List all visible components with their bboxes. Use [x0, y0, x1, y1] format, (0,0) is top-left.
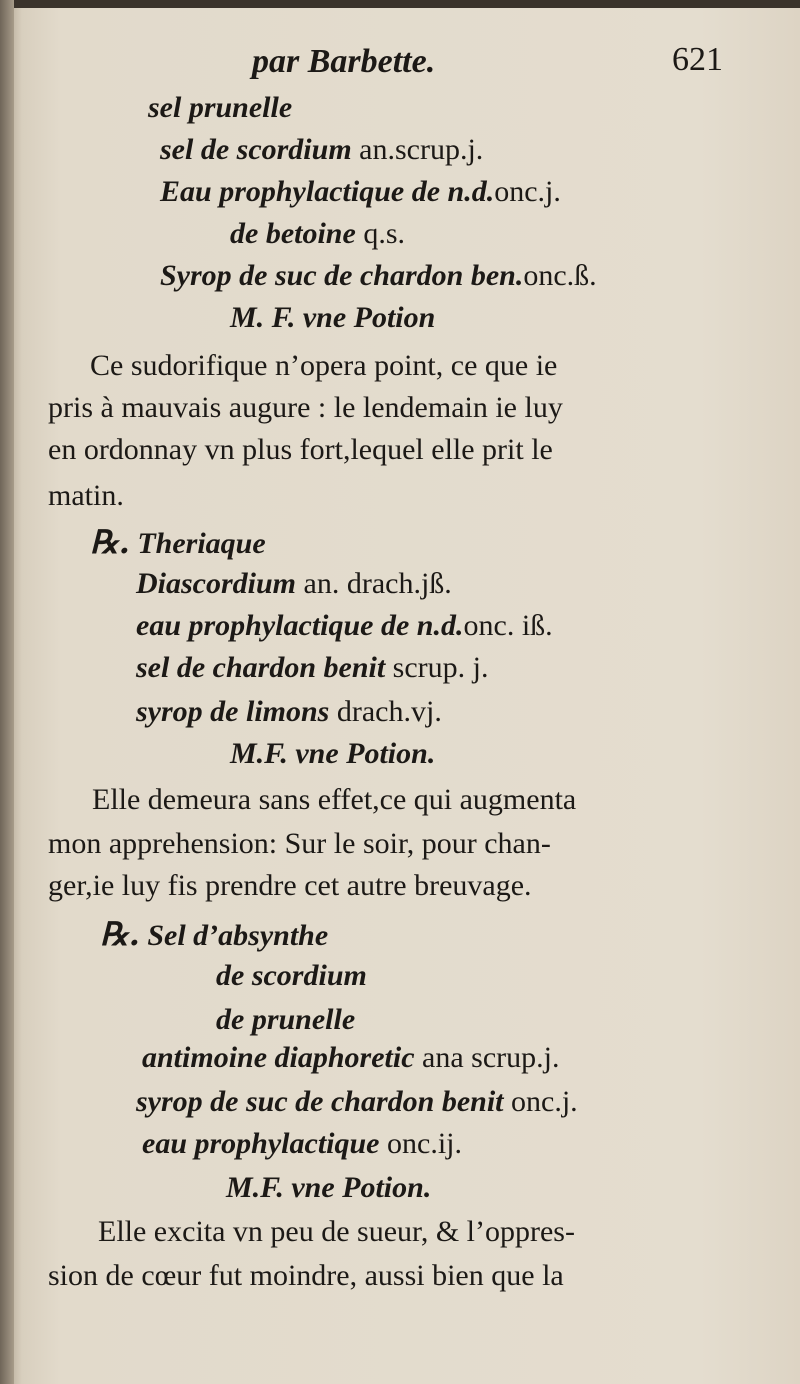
- roman-text: onc.ij.: [387, 1127, 462, 1160]
- roman-text: pris à mauvais augure : le lendemain ie luy: [48, 391, 563, 424]
- text-line: [148, 90, 292, 126]
- italic-text: eau prophylactique de n.d.: [136, 609, 464, 642]
- italic-text: Syrop de suc de chardon ben.: [160, 259, 524, 292]
- italic-text: M.F. vne Potion.: [230, 737, 436, 770]
- text-line: [48, 826, 551, 862]
- roman-text: drach.vj.: [336, 695, 442, 728]
- text-line: [216, 958, 367, 994]
- text-line: [230, 216, 405, 252]
- page-gutter: [0, 0, 14, 1384]
- text-line: [48, 390, 563, 426]
- italic-text: sel de chardon benit: [136, 651, 393, 684]
- italic-text: Diascordium: [136, 567, 304, 600]
- roman-text: onc.j.: [511, 1085, 578, 1118]
- text-line: [216, 1002, 355, 1038]
- text-line: [142, 1040, 559, 1076]
- text-line: [92, 782, 576, 818]
- text-line: [160, 174, 561, 210]
- text-line: [226, 1170, 431, 1206]
- text-line: [48, 432, 553, 468]
- running-title: par Barbette.: [252, 43, 436, 80]
- italic-text: de scordium: [216, 959, 367, 992]
- italic-text: de betoine: [230, 217, 364, 250]
- roman-text: matin.: [48, 479, 124, 512]
- italic-text: Eau prophylactique de n.d.: [160, 175, 495, 208]
- recipe-symbol: ℞.: [100, 915, 140, 953]
- roman-text: ger,ie luy fis prendre cet autre breuvage.: [48, 869, 532, 902]
- italic-text: antimoine diaphoretic: [142, 1041, 423, 1074]
- text-line: [136, 650, 489, 686]
- roman-text: onc.ß.: [523, 259, 597, 292]
- recipe-symbol: ℞.: [90, 523, 130, 561]
- roman-text: Ce sudorifique n’opera point, ce que ie: [90, 349, 558, 382]
- italic-text: Sel d’absynthe: [139, 919, 329, 952]
- text-line: [160, 258, 597, 294]
- italic-text: Theriaque: [129, 527, 266, 560]
- italic-text: syrop de limons: [136, 695, 337, 728]
- italic-text: M. F. vne Potion: [230, 301, 436, 334]
- text-line: [230, 736, 435, 772]
- roman-text: Elle excita vn peu de sueur, & l’oppres-: [98, 1215, 575, 1248]
- italic-text: sel prunelle: [148, 91, 293, 124]
- text-line: [136, 1084, 578, 1120]
- text-line: [160, 132, 483, 168]
- text-line: [98, 1214, 575, 1250]
- roman-text: scrup. j.: [392, 651, 489, 684]
- text-line: [136, 608, 553, 644]
- text-line: [48, 478, 124, 514]
- text-line: [100, 916, 328, 954]
- roman-text: mon apprehension: Sur le soir, pour chan-: [48, 827, 551, 860]
- italic-text: sel de scordium: [160, 133, 360, 166]
- text-line: [90, 524, 266, 562]
- italic-text: syrop de suc de chardon benit: [136, 1085, 511, 1118]
- roman-text: q.s.: [363, 217, 405, 250]
- page-top-edge: [0, 0, 800, 8]
- roman-text: en ordonnay vn plus fort,lequel elle prit le: [48, 433, 553, 466]
- roman-text: onc. iß.: [463, 609, 553, 642]
- text-line: [48, 868, 532, 904]
- text-line: [136, 694, 442, 730]
- text-line: [136, 566, 452, 602]
- roman-text: an. drach.jß.: [303, 567, 452, 600]
- italic-text: eau prophylactique: [142, 1127, 387, 1160]
- text-line: [90, 348, 557, 384]
- text-line: [230, 300, 435, 336]
- roman-text: Elle demeura sans effet,ce qui augmenta: [92, 783, 577, 816]
- italic-text: de prunelle: [216, 1003, 356, 1036]
- italic-text: M.F. vne Potion.: [226, 1171, 432, 1204]
- roman-text: ana scrup.j.: [422, 1041, 560, 1074]
- text-line: [142, 1126, 462, 1162]
- page-number: 621: [672, 41, 723, 78]
- roman-text: an.scrup.j.: [359, 133, 484, 166]
- text-line: [48, 1258, 564, 1294]
- roman-text: sion de cœur fut moindre, aussi bien que la: [48, 1259, 564, 1292]
- roman-text: onc.j.: [494, 175, 561, 208]
